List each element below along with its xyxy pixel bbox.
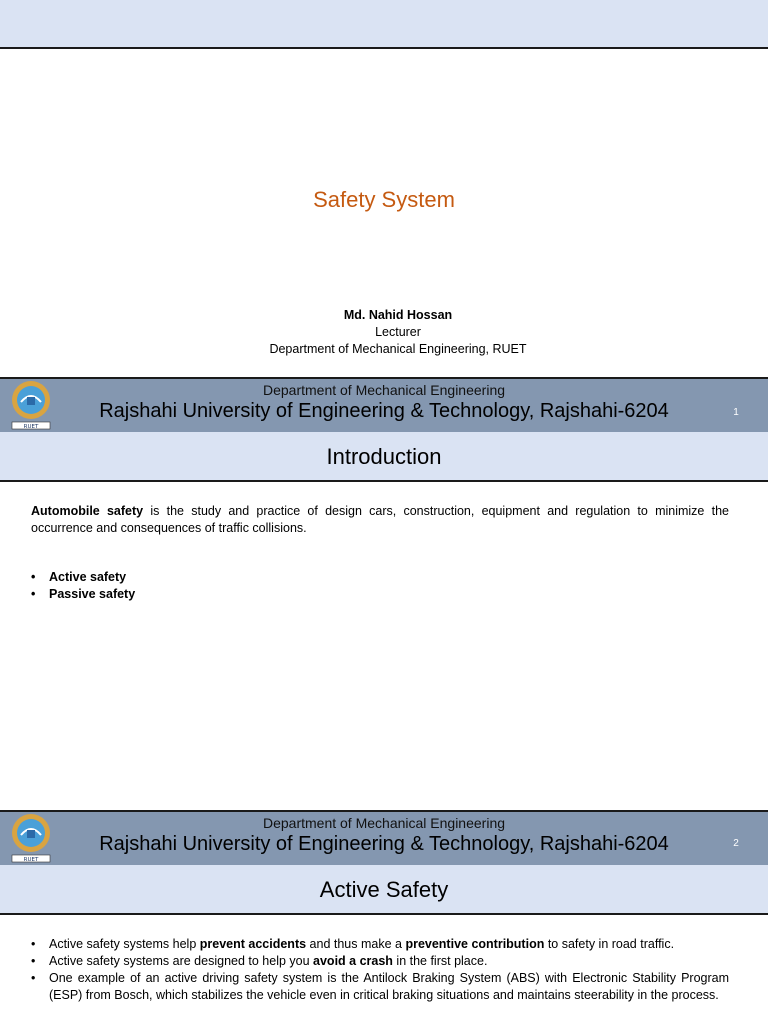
intro-paragraph: [31, 503, 729, 537]
slide2-title-divider: [0, 480, 768, 482]
slide2-title-band: [0, 432, 768, 481]
slide3-title: Active Safety: [319, 877, 449, 902]
top-divider: [0, 47, 768, 49]
footer1-dept: Department of Mechanical Engineering: [262, 382, 506, 398]
footer1-page-number: 1: [733, 407, 739, 418]
intro-bullets: [31, 569, 729, 603]
bullet-passive-safety: • Passive safety: [31, 586, 729, 603]
bullet-avoid-crash: • Active safety systems are designed to help you avoid a crash in the first place.: [31, 953, 729, 970]
footer1-university: Rajshahi University of Engineering & Technology, Rajshahi-6204: [99, 400, 669, 422]
bullet-active-safety: • Active safety: [31, 569, 729, 586]
slide3-title-band: [0, 865, 768, 914]
author-dept: Department of Mechanical Engineering, RUET: [269, 342, 527, 356]
slide3-title-divider: [0, 913, 768, 915]
footer2-dept: Department of Mechanical Engineering: [262, 815, 506, 831]
footer2-university: Rajshahi University of Engineering & Technology, Rajshahi-6204: [99, 833, 669, 855]
intro-rest: is the study and practice of design cars, construction, equipment and regulation to minimize the occurrence and consequences of traffic collisions.: [31, 504, 729, 535]
slide1-title: Safety System: [313, 187, 455, 212]
slide2-title: Introduction: [326, 444, 442, 469]
footer2: [0, 812, 768, 865]
author-name: Md. Nahid Hossan: [343, 308, 453, 322]
intro-bold-term: Automobile safety: [31, 504, 144, 518]
footer2-page-number: 2: [733, 838, 739, 849]
logo-text: RUET: [23, 424, 39, 430]
bullet-prevent-accidents: • Active safety systems help prevent accidents and thus make a preventive contribution to safety in road traffic.: [31, 936, 729, 953]
active-safety-bullets: [31, 936, 729, 1004]
footer1: [0, 379, 768, 432]
bullet-abs-example: • One example of an active driving safety system is the Antilock Braking System (ABS) with Electronic Stability Program (ESP) from Bosch, which stabilizes the vehicle even in critical braking situations and maintains steerability in the process.: [31, 970, 729, 1004]
top-title-band: [0, 0, 768, 47]
author-role: Lecturer: [375, 325, 421, 339]
logo-text: RUET: [23, 857, 39, 863]
